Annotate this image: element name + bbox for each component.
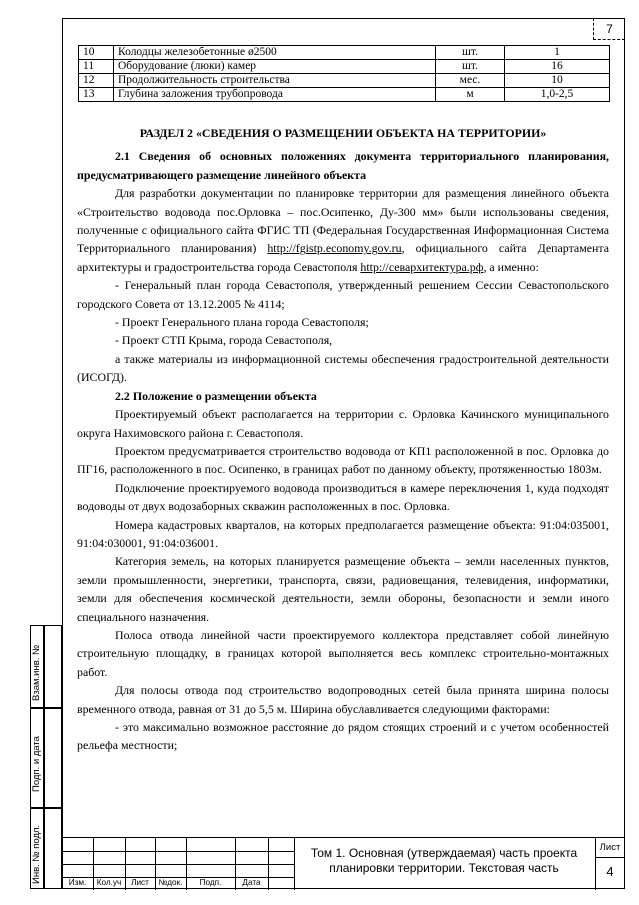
side-stamp-inv-field bbox=[44, 808, 62, 889]
side-stamp-vzam-field bbox=[44, 625, 62, 708]
row-name: Оборудование (люки) камер bbox=[114, 60, 436, 74]
stamp-header-podp: Подп. bbox=[199, 878, 222, 887]
stamp-sheet-number: 4 bbox=[606, 864, 614, 879]
row-value: 1 bbox=[505, 46, 610, 60]
paragraph-allotment-strip: Полоса отвода линейной части проектируемого коллектора представляет собой линейную строительную площадку, в границах которой выполняется весь комплекс строительно-монтажных работ. bbox=[77, 627, 609, 679]
side-label-podp: Подп. и дата bbox=[31, 736, 42, 792]
stamp-header-list: Лист bbox=[131, 878, 149, 887]
paragraph-strip-width: Для полосы отвода под строительство водопроводных сетей была принята ширина полосы временного отвода, равная от 31 до 5,5 м. Ширина обуславливается следующими факторами: bbox=[77, 683, 609, 716]
page-marker: 7 bbox=[593, 18, 625, 40]
row-name: Продолжительность строительства bbox=[114, 74, 436, 88]
row-number: 10 bbox=[79, 46, 114, 60]
stamp-header-koluch: Кол.уч bbox=[96, 878, 122, 887]
paragraph-genplan-project: - Проект Генерального плана города Севастополя; bbox=[115, 315, 369, 330]
paragraph-sources bbox=[77, 184, 609, 276]
row-name: Глубина заложения трубопровода bbox=[114, 88, 436, 102]
paragraph-genplan: - Генеральный план города Севастополя, утвержденный решением Сессии Севастопольского городского Совета от 13.12.2005 № 4114; bbox=[77, 278, 609, 311]
link-fgistp[interactable]: http://fgistp.economy.gov.ru bbox=[267, 241, 402, 256]
paragraph-stp-project: - Проект СТП Крыма, города Севастополя, bbox=[115, 333, 333, 348]
parameters-table bbox=[78, 45, 610, 102]
side-label-inv: Инв. № подл. bbox=[31, 824, 42, 884]
row-value: 16 bbox=[505, 60, 610, 74]
side-label-vzam: Взам.инв. № bbox=[31, 644, 42, 701]
paragraph-text: , официального сайта Департамента архитектуры и градостроительства города Севастополя bbox=[77, 241, 609, 274]
link-sevarch[interactable]: http://севархитектура.рф bbox=[360, 259, 484, 274]
row-unit: м bbox=[436, 88, 505, 102]
paragraph-factors: - это максимально возможное расстояние до рядом стоящих строений и с учетом особенностей рельефа местности; bbox=[77, 720, 609, 753]
table-row bbox=[79, 88, 610, 102]
title-block bbox=[62, 837, 625, 890]
row-number: 13 bbox=[79, 88, 114, 102]
section-title: РАЗДЕЛ 2 «СВЕДЕНИЯ О РАЗМЕЩЕНИИ ОБЪЕКТА НА ТЕРРИТОРИИ» bbox=[139, 126, 547, 140]
stamp-header-data: Дата bbox=[242, 878, 261, 887]
stamp-sheet-label: Лист bbox=[599, 842, 621, 853]
paragraph-isogd: а также материалы из информационной системы обеспечения градостроительной деятельности (ИСОГД). bbox=[77, 351, 609, 385]
document-body bbox=[77, 124, 609, 755]
row-unit: мес. bbox=[436, 74, 505, 88]
row-value: 1,0-2,5 bbox=[505, 88, 610, 102]
stamp-header-ndok: №док. bbox=[158, 878, 183, 887]
stamp-document-title: Том 1. Основная (утверждаемая) часть проекта планировки территории. Текстовая часть bbox=[310, 846, 578, 875]
side-stamp-podp-field bbox=[44, 708, 62, 808]
row-unit: шт. bbox=[436, 60, 505, 74]
paragraph-land-category: Категория земель, на которых планируется размещение объекта – земли населенных пунктов, земли промышленности, энергетики, транспорта, связи, радиовещания, телевидения, информатики, земли для обеспечения космической деятельности, земли обороны, безопасности и земли иного специального назначения. bbox=[77, 554, 609, 624]
row-number: 11 bbox=[79, 60, 114, 74]
table-row bbox=[79, 74, 610, 88]
row-value: 10 bbox=[505, 74, 610, 88]
stamp-header-izm: Изм. bbox=[68, 878, 87, 887]
table-row bbox=[79, 46, 610, 60]
paragraph-text: , а именно: bbox=[483, 259, 539, 274]
row-number: 12 bbox=[79, 74, 114, 88]
row-name: Колодцы железобетонные ø2500 bbox=[114, 46, 436, 60]
table-row bbox=[79, 60, 610, 74]
subsection-title-2-1: 2.1 Сведения об основных положениях документа территориального планирования, предусматривающего размещение линейного объекта bbox=[77, 149, 609, 182]
paragraph-cadastral: Номера кадастровых кварталов, на которых предполагается размещение объекта: 91:04:035001, 91:04:030001, 91:04:036001. bbox=[77, 517, 609, 550]
paragraph-text: Для разработки документации по планировке территории для размещения линейного объекта «Строительство водовода пос.Орловка – пос.Осипенко, Ду-300 мм» были использованы сведения, полученные с официального сайта ФГИС ТП (Федеральная Государственная Информационная Система Территориального планирования) bbox=[77, 186, 609, 256]
paragraph-construction: Проектом предусматривается строительство водовода от КП1 расположенной в пос. Орловка до ПГ16, расположенного в пос. Осипенко, в границах работ по данному объекту, протяженностью 1803м. bbox=[77, 443, 609, 477]
subsection-title-2-2: 2.2 Положение о размещении объекта bbox=[115, 388, 317, 403]
paragraph-location: Проектируемый объект располагается на территории с. Орловка Качинского муниципального округа Нахимовского района г. Севастополя. bbox=[77, 407, 609, 440]
paragraph-connection: Подключение проектируемого водовода производиться в камере переключения 1, куда подходят водоводы от двух водозаборных скважин расположенных в пос. Орловка. bbox=[77, 480, 609, 514]
row-unit: шт. bbox=[436, 46, 505, 60]
